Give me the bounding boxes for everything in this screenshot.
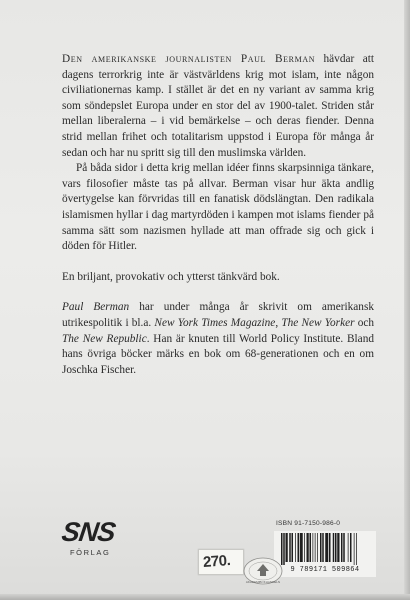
publication-new-republic: The New Republic [62,332,147,345]
publisher-logo-mark: SNS [59,517,117,547]
bookstore-stamp-text: AKADEMIBOKHANDELN [245,580,281,584]
author-bio: Paul Berman har under många år skrivit om amerikansk utrikespolitik i bl.a. New York Times Magazine, The New Yorker och The New Republic. Han är knuten till World Policy Institute. Bland hans övriga böcker märks en bok om 68-generationen och en om Joschka Fischer. [62,301,375,376]
blurb-text [62,52,374,378]
blurb-paragraph-2: På båda sidor i detta krig mellan idéer finns skarpsinniga tänkare, vars filosofier måste tas på allvar. Berman visar hur äkta andlig övertygelse kan förvridas till en fanatisk dödslängtan. Den radikala islamismen hyllar i dag martyrdöden i kampen mot islams fiender på samma sätt som nazismen hyllade att man offrade sig och gick i döden för Hitler. [62,162,374,253]
author-name: Paul Berman [62,301,130,314]
bookstore-stamp [240,554,286,586]
blurb-paragraph-1-body: hävdar att dagens terrorkrig inte är västvärldens krig mot islam, inte någon civiliationernas kamp. I stället är det en ny variant av samma krig som söndерslet Europa under en stor del av 1900-talet. Striden står mellan liberalerna – i vid bemärkelse – och deras fiender. Denna strid mellan frihet och totalitarism uppstod i Europa för många år sedan och har nu spritt sig till den muslimska världen. [62,53,374,159]
blurb-paragraph-3: En briljant, provokativ och ytterst tänkvärd bok. [62,270,280,283]
barcode-bars [281,533,369,565]
price-sticker-text: 270. [202,552,231,571]
blurb-lead-in: Den amerikanske journalisten Paul Berman [62,53,316,65]
publisher-logo [59,517,122,567]
barcode-number: 9 789171 509864 [290,566,360,574]
publisher-logo-subtitle: FÖRLAG [70,548,111,557]
cover-bottom-edge [0,594,410,600]
barcode [274,531,376,577]
price-sticker [198,549,244,575]
publication-new-yorker: The New Yorker [281,316,355,329]
cover-right-edge [404,0,410,600]
isbn-label: ISBN 91-7150-986-0 [276,520,341,527]
publication-nyt-magazine: New York Times Magazine [154,316,276,329]
blurb-paragraph-1 [62,52,374,161]
